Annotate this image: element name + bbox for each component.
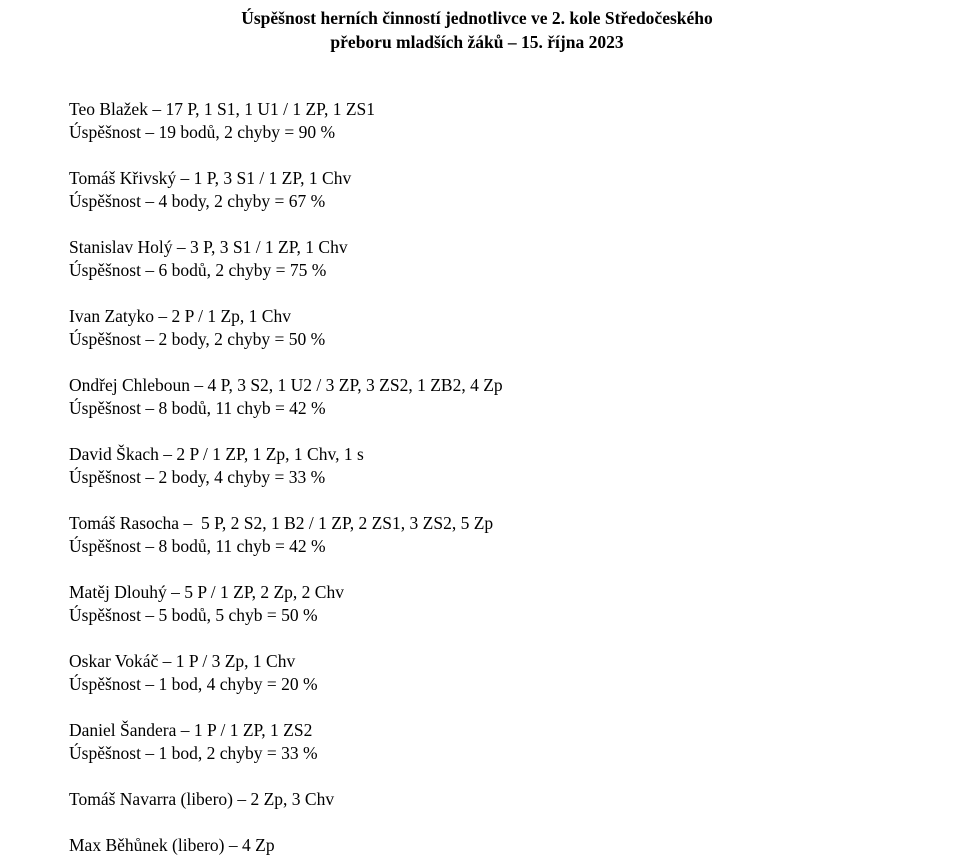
player-success-line: Úspěšnost – 2 body, 4 chyby = 33 %	[69, 467, 326, 487]
title-line-1: Úspěšnost herních činností jednotlivce ve 2. kole Středočeského	[241, 8, 713, 28]
player-entry	[69, 834, 914, 857]
title-line-2: přeboru mladších žáků – 15. října 2023	[330, 32, 624, 52]
document-body	[69, 98, 914, 857]
player-success-line: Úspěšnost – 2 body, 2 chyby = 50 %	[69, 329, 326, 349]
player-stats-line: Tomáš Navarra (libero) – 2 Zp, 3 Chv	[69, 789, 335, 809]
player-entry	[69, 98, 914, 144]
player-success-line: Úspěšnost – 6 bodů, 2 chyby = 75 %	[69, 260, 327, 280]
player-stats-line: Teo Blažek – 17 P, 1 S1, 1 U1 / 1 ZP, 1 ZS1	[69, 99, 376, 119]
document-title	[0, 6, 954, 54]
player-stats-line: Stanislav Holý – 3 P, 3 S1 / 1 ZP, 1 Chv	[69, 237, 348, 257]
player-entry	[69, 236, 914, 282]
player-entry	[69, 581, 914, 627]
player-entry	[69, 374, 914, 420]
player-entry	[69, 719, 914, 765]
player-entry	[69, 167, 914, 213]
player-success-line: Úspěšnost – 8 bodů, 11 chyb = 42 %	[69, 398, 326, 418]
player-entry	[69, 305, 914, 351]
player-success-line: Úspěšnost – 1 bod, 4 chyby = 20 %	[69, 674, 318, 694]
player-entry	[69, 650, 914, 696]
player-stats-line: Max Běhůnek (libero) – 4 Zp	[69, 835, 275, 855]
player-stats-line: Matěj Dlouhý – 5 P / 1 ZP, 2 Zp, 2 Chv	[69, 582, 344, 602]
player-success-line: Úspěšnost – 1 bod, 2 chyby = 33 %	[69, 743, 318, 763]
player-stats-line: Ivan Zatyko – 2 P / 1 Zp, 1 Chv	[69, 306, 291, 326]
player-success-line: Úspěšnost – 5 bodů, 5 chyb = 50 %	[69, 605, 318, 625]
player-stats-line: Tomáš Křivský – 1 P, 3 S1 / 1 ZP, 1 Chv	[69, 168, 352, 188]
player-entry	[69, 443, 914, 489]
player-entry	[69, 512, 914, 558]
player-success-line: Úspěšnost – 4 body, 2 chyby = 67 %	[69, 191, 326, 211]
player-stats-line: Ondřej Chleboun – 4 P, 3 S2, 1 U2 / 3 ZP, 3 ZS2, 1 ZB2, 4 Zp	[69, 375, 503, 395]
player-stats-line: David Škach – 2 P / 1 ZP, 1 Zp, 1 Chv, 1 s	[69, 444, 364, 464]
player-stats-line: Daniel Šandera – 1 P / 1 ZP, 1 ZS2	[69, 720, 313, 740]
player-stats-line: Oskar Vokáč – 1 P / 3 Zp, 1 Chv	[69, 651, 296, 671]
player-success-line: Úspěšnost – 8 bodů, 11 chyb = 42 %	[69, 536, 326, 556]
player-success-line: Úspěšnost – 19 bodů, 2 chyby = 90 %	[69, 122, 336, 142]
player-entry	[69, 788, 914, 811]
player-stats-line: Tomáš Rasocha – 5 P, 2 S2, 1 B2 / 1 ZP, 2 ZS1, 3 ZS2, 5 Zp	[69, 513, 494, 533]
